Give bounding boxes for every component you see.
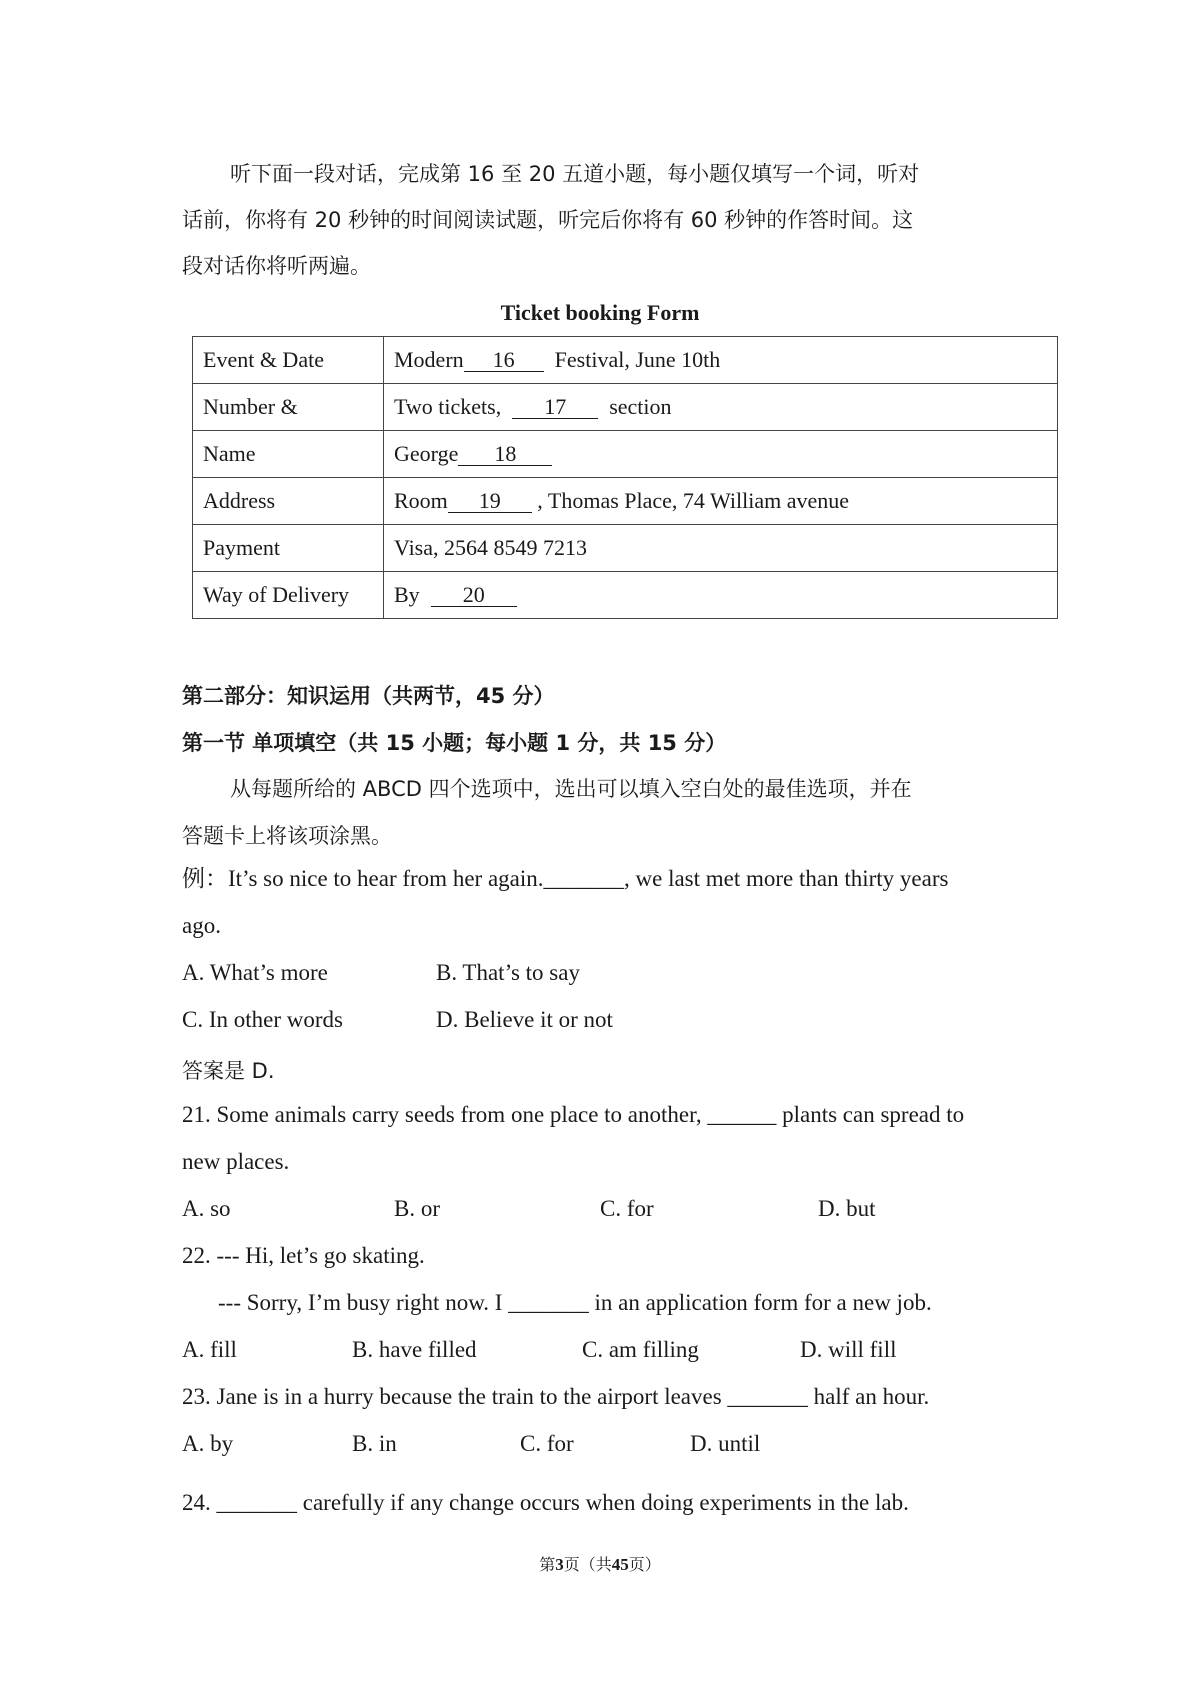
q23-option-c: C. for bbox=[520, 1431, 574, 1456]
form-title: Ticket booking Form bbox=[500, 300, 700, 325]
q21-option-b: B. or bbox=[394, 1196, 440, 1221]
form-text: Two tickets, bbox=[394, 394, 502, 419]
form-text: section bbox=[609, 394, 672, 419]
q22-option-b: B. have filled bbox=[352, 1337, 477, 1362]
example-answer: 答案是 D. bbox=[182, 1059, 275, 1083]
q22-line1: 22. --- Hi, let’s go skating. bbox=[182, 1243, 425, 1268]
form-text: By bbox=[394, 582, 420, 607]
listening-instruction-line3: 段对话你将听两遍。 bbox=[182, 254, 371, 278]
q23-option-a: A. by bbox=[182, 1431, 234, 1456]
q21-option-d: D. but bbox=[818, 1196, 876, 1221]
form-value bbox=[384, 384, 1058, 431]
form-blank-20: 20 bbox=[431, 584, 517, 607]
footer-pre: 第 bbox=[539, 1555, 556, 1574]
form-row-address bbox=[193, 478, 1058, 525]
form-text: , Thomas Place, 74 William avenue bbox=[537, 488, 850, 513]
q23-option-b: B. in bbox=[352, 1431, 397, 1456]
footer-post: 页） bbox=[628, 1555, 661, 1574]
example-option-d: D. Believe it or not bbox=[436, 1007, 613, 1032]
form-row-name bbox=[193, 431, 1058, 478]
form-blank-17: 17 bbox=[512, 396, 598, 419]
q23-line1: 23. Jane is in a hurry because the train to the airport leaves _______ half an hour. bbox=[182, 1384, 930, 1409]
form-text: Festival, June 10th bbox=[554, 347, 721, 372]
q22-option-a: A. fill bbox=[182, 1337, 237, 1362]
example-line2: ago. bbox=[182, 913, 221, 938]
form-row-payment bbox=[193, 525, 1058, 572]
page-footer bbox=[0, 1552, 1200, 1575]
form-label: Event & Date bbox=[193, 337, 384, 384]
example-option-c: C. In other words bbox=[182, 1007, 343, 1032]
form-label: Way of Delivery bbox=[193, 572, 384, 619]
q21-line1: 21. Some animals carry seeds from one place to another, ______ plants can spread to bbox=[182, 1102, 965, 1127]
footer-page-number: 3 bbox=[555, 1555, 564, 1574]
q21-line2: new places. bbox=[182, 1149, 290, 1174]
form-text: George bbox=[394, 441, 459, 466]
q22-line2: --- Sorry, I’m busy right now. I _______ in an application form for a new job. bbox=[218, 1290, 932, 1315]
q22-option-c: C. am filling bbox=[582, 1337, 699, 1362]
form-blank-19: 19 bbox=[448, 490, 532, 513]
example-option-a: A. What’s more bbox=[182, 960, 328, 985]
q23-option-d: D. until bbox=[690, 1431, 761, 1456]
q21-option-a: A. so bbox=[182, 1196, 231, 1221]
form-value bbox=[384, 478, 1058, 525]
example-option-b: B. That’s to say bbox=[436, 960, 580, 985]
listening-instruction-line1: 听下面一段对话，完成第 16 至 20 五道小题，每小题仅填写一个词，听对 bbox=[230, 162, 920, 186]
form-text: Modern bbox=[394, 347, 464, 372]
q22-option-d: D. will fill bbox=[800, 1337, 897, 1362]
part2-instruction-line1: 从每题所给的 ABCD 四个选项中，选出可以填入空白处的最佳选项，并在 bbox=[230, 777, 912, 801]
footer-total-pages: 45 bbox=[611, 1555, 629, 1574]
form-label: Payment bbox=[193, 525, 384, 572]
listening-instruction-line2: 话前，你将有 20 秒钟的时间阅读试题，听完后你将有 60 秒钟的作答时间。这 bbox=[182, 208, 914, 232]
ticket-booking-form bbox=[192, 336, 1058, 619]
form-value bbox=[384, 572, 1058, 619]
q24-line1: 24. _______ carefully if any change occurs when doing experiments in the lab. bbox=[182, 1490, 909, 1515]
form-label: Name bbox=[193, 431, 384, 478]
form-row-delivery bbox=[193, 572, 1058, 619]
form-row-number bbox=[193, 384, 1058, 431]
section1-heading: 第一节 单项填空（共 15 小题；每小题 1 分，共 15 分） bbox=[182, 731, 727, 755]
form-label: Number & bbox=[193, 384, 384, 431]
form-text: Room bbox=[394, 488, 448, 513]
form-value bbox=[384, 337, 1058, 384]
form-label: Address bbox=[193, 478, 384, 525]
part2-instruction-line2: 答题卡上将该项涂黑。 bbox=[182, 824, 392, 848]
footer-mid: 页（共 bbox=[563, 1555, 612, 1574]
form-row-event bbox=[193, 337, 1058, 384]
form-blank-18: 18 bbox=[458, 443, 552, 466]
form-blank-16: 16 bbox=[464, 349, 544, 372]
q21-option-c: C. for bbox=[600, 1196, 654, 1221]
part2-heading: 第二部分：知识运用（共两节，45 分） bbox=[182, 684, 555, 708]
example-line1: 例：It’s so nice to hear from her again._______, we last met more than thirty years bbox=[182, 866, 949, 891]
form-value: Visa, 2564 8549 7213 bbox=[384, 525, 1058, 572]
form-value bbox=[384, 431, 1058, 478]
